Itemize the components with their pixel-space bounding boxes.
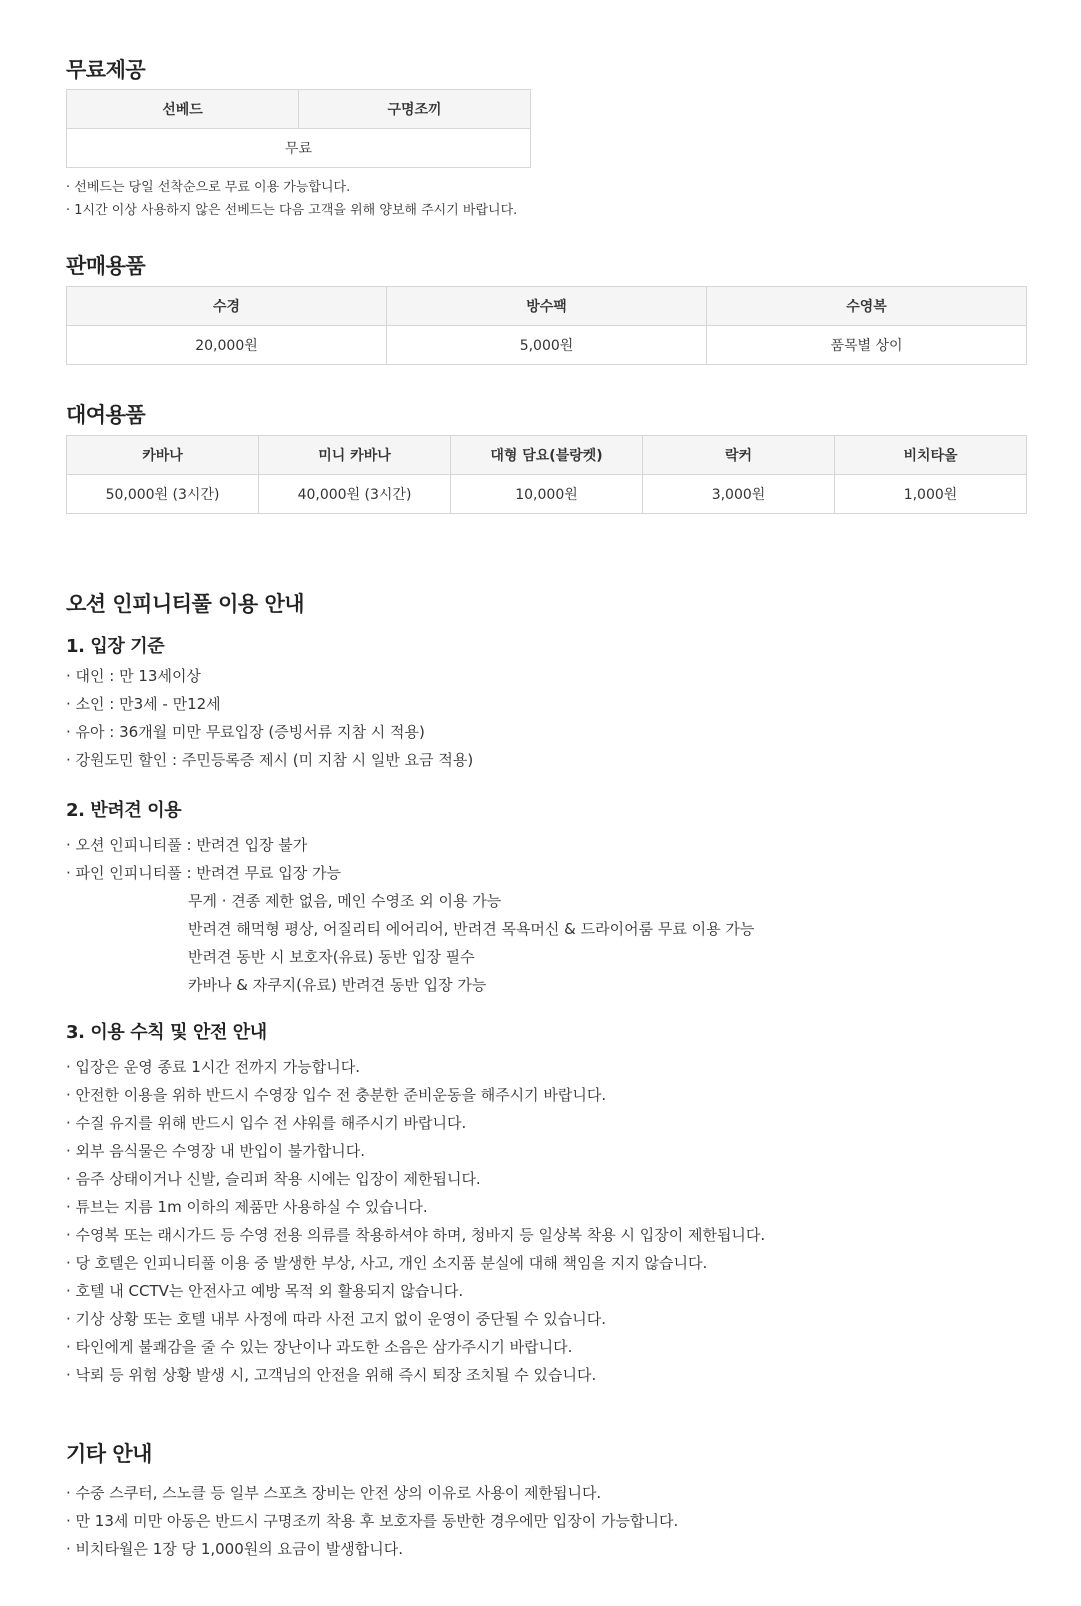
- list-item: · 강원도민 할인 : 주민등록증 제시 (미 지참 시 일반 요금 적용): [66, 751, 474, 769]
- list-item: · 타인에게 불쾌감을 줄 수 있는 장난이나 과도한 소음은 삼가주시기 바랍니다.: [66, 1338, 573, 1356]
- list-item: · 선베드는 당일 선착순으로 무료 이용 가능합니다.: [66, 180, 351, 195]
- etc-list: [66, 1479, 678, 1563]
- entry-list: [66, 662, 473, 774]
- etc-section-title: 기타 안내: [66, 1442, 152, 1466]
- table-header-row: [67, 436, 1027, 475]
- entry-subtitle: 1. 입장 기준: [66, 636, 165, 657]
- table-cell: 무료: [67, 129, 531, 168]
- table-header-cell: 수영복: [707, 287, 1027, 326]
- table-header-cell: 선베드: [67, 90, 299, 129]
- table-cell: 3,000원: [643, 475, 835, 514]
- list-item: · 안전한 이용을 위하 반드시 수영장 입수 전 충분한 준비운동을 해주시기 바랍니다.: [66, 1086, 607, 1104]
- list-item: 무게 · 견종 제한 없음, 메인 수영조 외 이용 가능: [188, 892, 502, 910]
- list-item: 카바나 & 자쿠지(유료) 반려견 동반 입장 가능: [188, 976, 487, 994]
- list-item: · 대인 : 만 13세이상: [66, 667, 201, 685]
- table-row: [67, 475, 1027, 514]
- table-header-cell: 구명조끼: [299, 90, 531, 129]
- sale-items-table: [66, 286, 1027, 365]
- table-cell: 품목별 상이: [707, 326, 1027, 365]
- list-item: 반려견 해먹형 평상, 어질리티 에어리어, 반려견 목욕머신 & 드라이어룸 무료 이용 가능: [188, 920, 755, 938]
- list-item: · 수중 스쿠터, 스노클 등 일부 스포츠 장비는 안전 상의 이유로 사용이 제한됩니다.: [66, 1484, 602, 1502]
- free-notes-list: [66, 176, 517, 222]
- table-header-cell: 카바나: [67, 436, 259, 475]
- table-cell: 10,000원: [451, 475, 643, 514]
- list-item: · 오션 인피니티풀 : 반려견 입장 불가: [66, 836, 308, 854]
- list-item: · 만 13세 미만 아동은 반드시 구명조끼 착용 후 보호자를 동반한 경우에만 입장이 가능합니다.: [66, 1512, 679, 1530]
- table-header-cell: 락커: [643, 436, 835, 475]
- table-header-row: [67, 90, 531, 129]
- list-item: · 비치타월은 1장 당 1,000원의 요금이 발생합니다.: [66, 1540, 403, 1558]
- table-header-cell: 방수팩: [387, 287, 707, 326]
- table-cell: 40,000원 (3시간): [259, 475, 451, 514]
- list-item: · 낙뢰 등 위험 상황 발생 시, 고객님의 안전을 위해 즉시 퇴장 조치될 수 있습니다.: [66, 1366, 597, 1384]
- list-item: · 소인 : 만3세 - 만12세: [66, 695, 221, 713]
- table-cell: 50,000원 (3시간): [67, 475, 259, 514]
- list-item: · 음주 상태이거나 신발, 슬리퍼 착용 시에는 입장이 제한됩니다.: [66, 1170, 481, 1188]
- table-row: [67, 326, 1027, 365]
- list-item: · 기상 상황 또는 호텔 내부 사정에 따라 사전 고지 없이 운영이 중단될 수 있습니다.: [66, 1310, 606, 1328]
- table-cell: 1,000원: [835, 475, 1027, 514]
- pets-list: [66, 831, 754, 999]
- table-header-row: [67, 287, 1027, 326]
- table-header-cell: 미니 카바나: [259, 436, 451, 475]
- table-cell: 5,000원: [387, 326, 707, 365]
- sale-section-title: 판매용품: [66, 254, 146, 278]
- list-item: · 수영복 또는 래시가드 등 수영 전용 의류를 착용하셔야 하며, 청바지 등 일상복 착용 시 입장이 제한됩니다.: [66, 1226, 766, 1244]
- table-header-cell: 비치타올: [835, 436, 1027, 475]
- list-item: · 호텔 내 CCTV는 안전사고 예방 목적 외 활용되지 않습니다.: [66, 1282, 464, 1300]
- table-header-cell: 수경: [67, 287, 387, 326]
- list-item: 반려견 동반 시 보호자(유료) 동반 입장 필수: [188, 948, 475, 966]
- list-item: · 당 호텔은 인피니티풀 이용 중 발생한 부상, 사고, 개인 소지품 분실에 대해 책임을 지지 않습니다.: [66, 1254, 708, 1272]
- table-cell: 20,000원: [67, 326, 387, 365]
- guide-section-title: 오션 인피니티풀 이용 안내: [66, 592, 305, 616]
- pets-subtitle: 2. 반려견 이용: [66, 800, 182, 821]
- list-item: · 1시간 이상 사용하지 않은 선베드는 다음 고객을 위해 양보해 주시기 바랍니다.: [66, 203, 518, 218]
- table-row: [67, 129, 531, 168]
- rental-section-title: 대여용품: [66, 403, 146, 427]
- list-item: · 외부 음식물은 수영장 내 반입이 불가합니다.: [66, 1142, 365, 1160]
- rules-list: [66, 1053, 765, 1389]
- list-item: · 유아 : 36개월 미만 무료입장 (증빙서류 지참 시 적용): [66, 723, 425, 741]
- rental-items-table: [66, 435, 1027, 514]
- free-section-title: 무료제공: [66, 58, 146, 82]
- list-item: · 수질 유지를 위해 반드시 입수 전 샤워를 해주시기 바랍니다.: [66, 1114, 467, 1132]
- table-header-cell: 대형 담요(블랑켓): [451, 436, 643, 475]
- free-items-table: [66, 89, 531, 168]
- list-item: · 튜브는 지름 1m 이하의 제품만 사용하실 수 있습니다.: [66, 1198, 428, 1216]
- rules-subtitle: 3. 이용 수칙 및 안전 안내: [66, 1022, 267, 1043]
- list-item: · 입장은 운영 종료 1시간 전까지 가능합니다.: [66, 1058, 361, 1076]
- list-item: · 파인 인피니티풀 : 반려견 무료 입장 가능: [66, 864, 342, 882]
